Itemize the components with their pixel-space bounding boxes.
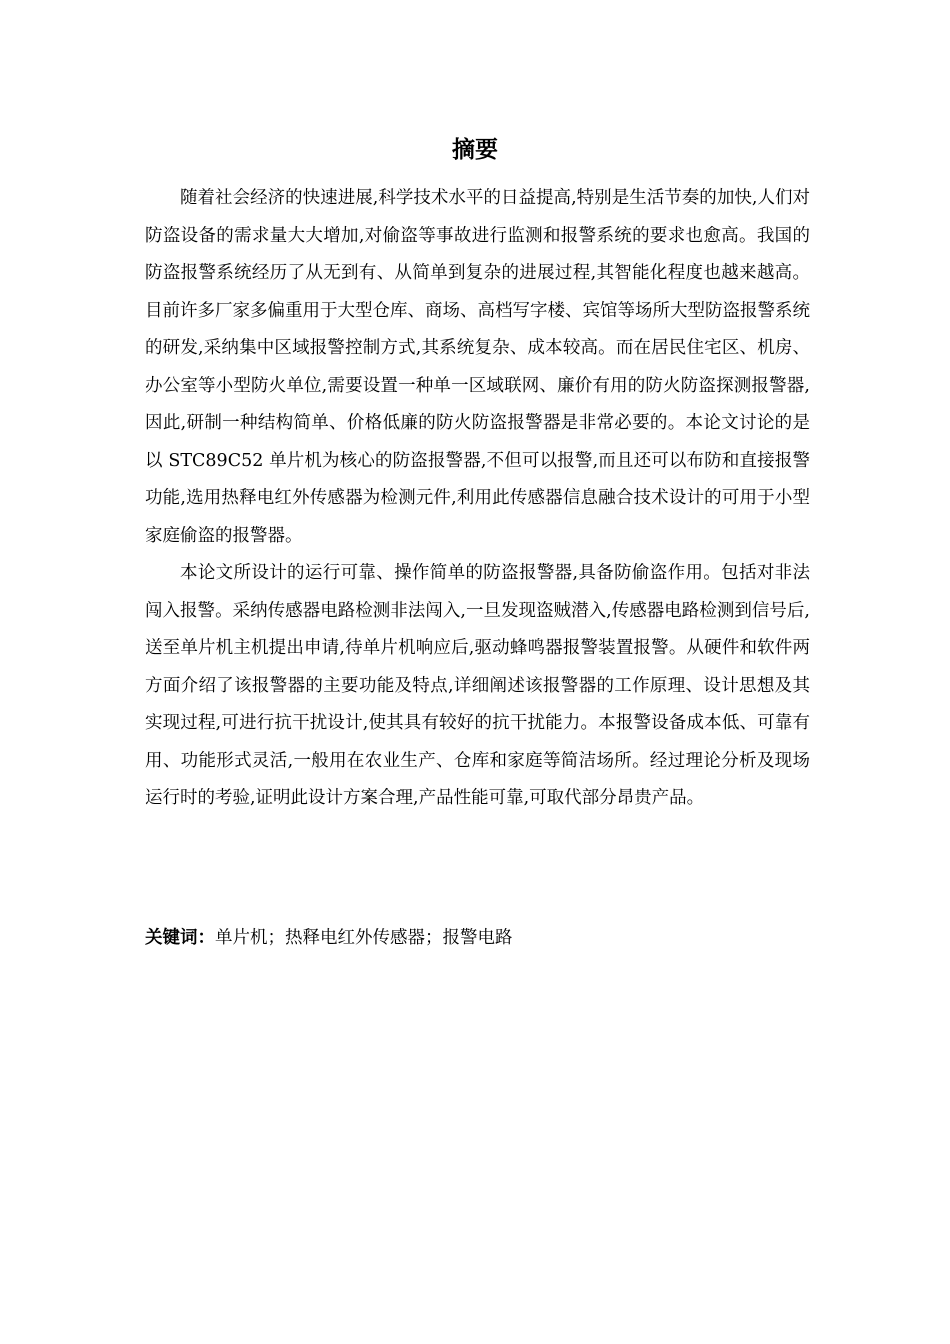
keywords-text: 单片机；热释电红外传感器；报警电路 bbox=[215, 928, 513, 948]
keywords-label: 关键词： bbox=[145, 928, 215, 948]
abstract-body bbox=[145, 180, 810, 818]
abstract-paragraph-1: 随着社会经济的快速进展,科学技术水平的日益提高,特别是生活节奏的加快,人们对防盗设备的需求量大大增加,对偷盗等事故进行监测和报警系统的要求也愈高。我国的防盗报警系统经历了从无到有、从简单到复杂的进展过程,其智能化程度也越来越高。目前许多厂家多偏重用于大型仓库、商场、高档写字楼、宾馆等场所大型防盗报警系统的研发,采纳集中区域报警控制方式,其系统复杂、成本较高。而在居民住宅区、机房、办公室等小型防火单位,需要设置一种单一区域联网、廉价有用的防火防盗探测报警器,因此,研制一种结构简单、价格低廉的防火防盗报警器是非常必要的。本论文讨论的是以 STC89C52 单片机为核心的防盗报警器,不但可以报警,而且还可以布防和直接报警功能,选用热释电红外传感器为检测元件,利用此传感器信息融合技术设计的可用于小型家庭偷盗的报警器。 bbox=[145, 188, 810, 546]
abstract-paragraph-2: 本论文所设计的运行可靠、操作简单的防盗报警器,具备防偷盗作用。包括对非法闯入报警。采纳传感器电路检测非法闯入,一旦发现盗贼潜入,传感器电路检测到信号后,送至单片机主机提出申请,待单片机响应后,驱动蜂鸣器报警装置报警。从硬件和软件两方面介绍了该报警器的主要功能及特点,详细阐述该报警器的工作原理、设计思想及其实现过程,可进行抗干扰设计,使其具有较好的抗干扰能力。本报警设备成本低、可靠有用、功能形式灵活,一般用在农业生产、仓库和家庭等简洁场所。经过理论分析及现场运行时的考验,证明此设计方案合理,产品性能可靠,可取代部分昂贵产品。 bbox=[145, 563, 810, 808]
keywords-line bbox=[145, 920, 810, 957]
abstract-title: 摘要 bbox=[452, 137, 498, 163]
